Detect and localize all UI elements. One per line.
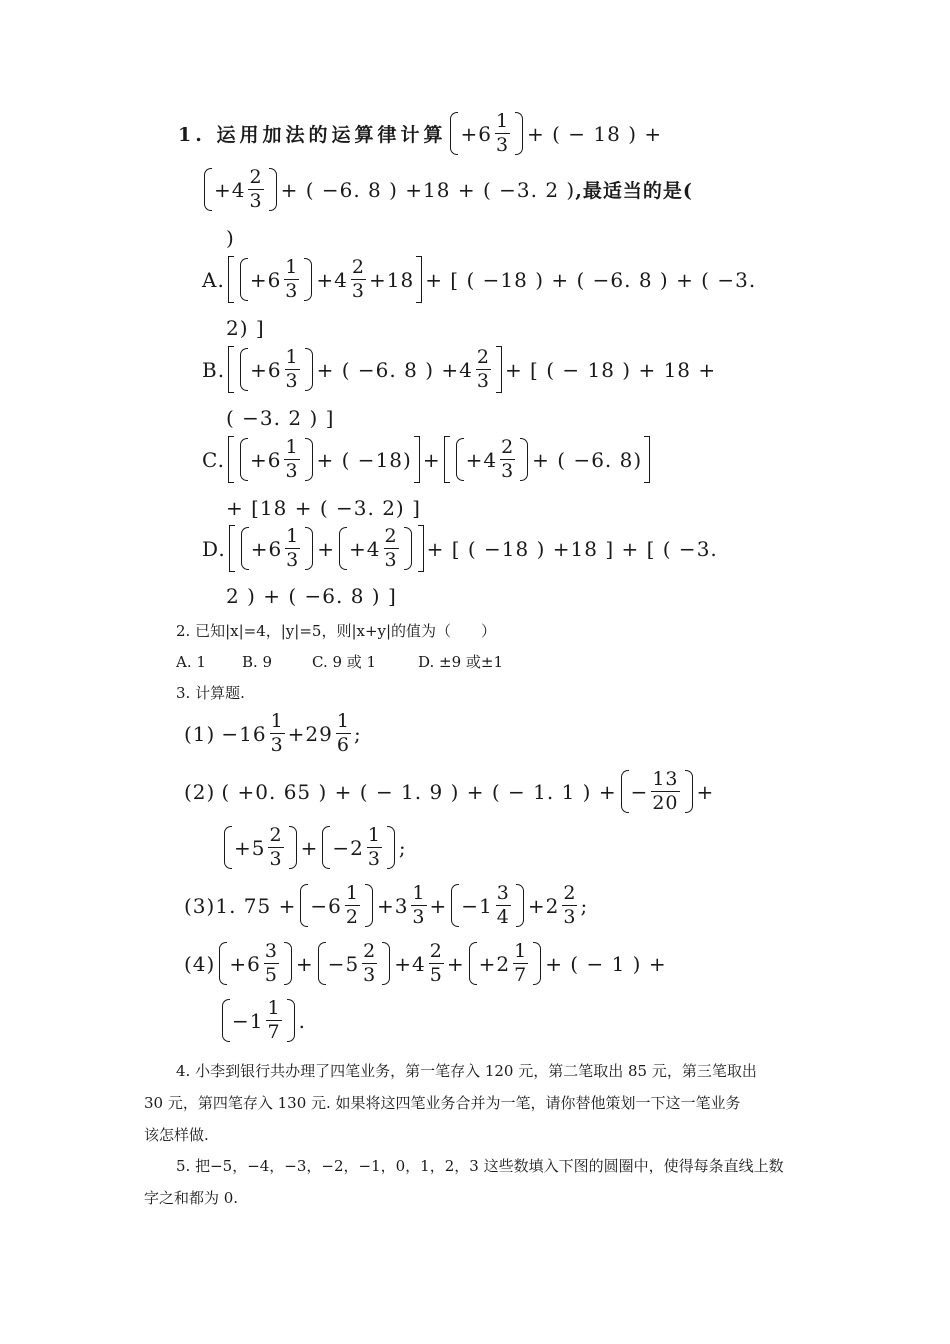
- q2-option-b: B. 9: [242, 652, 273, 671]
- q1-option-b-wrap: [226, 406, 334, 430]
- bracket-group: +4 $\frac{2}{3}$ + ( −6. 8): [444, 438, 651, 481]
- paren-group: +6 $\frac{3}{5}$: [219, 942, 292, 985]
- q4-line3: [144, 1124, 209, 1145]
- q2-text: 2. 已知|x|=4，|y|=5，则|x+y|的值为（ ）: [176, 622, 497, 640]
- q1-option-b: [202, 348, 716, 391]
- q2-question: [176, 620, 496, 641]
- q1-line2: [200, 168, 693, 211]
- q1-line1: [178, 112, 662, 155]
- paren-group: +6 $\frac{1}{3}$: [240, 348, 313, 391]
- paren-group: +5 $\frac{2}{3}$: [224, 826, 297, 869]
- option-c-wrap: + [18 + ( −3. 2) ]: [226, 496, 421, 520]
- q3-title-text: 3. 计算题.: [176, 684, 245, 702]
- option-d-tail: + [ ( −18 ) +18 ] + [ ( −3.: [426, 536, 718, 561]
- q3-p2-label: (2): [184, 779, 216, 804]
- q3-p1-label: (1): [184, 721, 216, 746]
- q4-line1: [176, 1060, 757, 1081]
- q1-intro: 1. 运用加法的运算律计算: [178, 124, 447, 146]
- paren-group: +4 $\frac{2}{3}$: [456, 438, 529, 481]
- q2-option-d: D. ±9 或±1: [418, 653, 504, 671]
- q2-options: [176, 651, 503, 672]
- paren-group: −2 $\frac{1}{3}$: [322, 826, 395, 869]
- option-a-label: A.: [202, 267, 225, 292]
- q4-text-2: 30 元，第四笔存入 130 元. 如果将这四笔业务合并为一笔，请你替他策划一下这一笔业务: [144, 1094, 741, 1112]
- q5-text-2: 字之和都为 0.: [144, 1189, 239, 1207]
- q1-option-a-wrap: [226, 316, 265, 340]
- option-b-tail: + [ ( − 18 ) + 18 +: [504, 357, 717, 382]
- paren-group: +4 $\frac{2}{3}$: [204, 168, 277, 211]
- q3-part2: (2) ( +0. 65 ) + ( − 1. 9 ) + ( − 1. 1 ) + − $\frac{13}{20}$ +: [184, 768, 715, 814]
- bracket-group: +6 $\frac{1}{3}$ + +4 $\frac{2}{3}$: [229, 527, 424, 570]
- q1-expr1-tail: + ( − 18 ) +: [527, 121, 663, 146]
- paren-group: +4 $\frac{2}{3}$: [339, 527, 412, 570]
- q3-p4-mid: + ( − 1 ) +: [545, 951, 667, 976]
- paren-group: −5 $\frac{2}{3}$: [318, 942, 391, 985]
- paren-group: +6 $\frac{1}{3}$: [450, 112, 523, 155]
- q2-option-c: C. 9 或 1: [312, 653, 377, 671]
- q3-p3-label: (3): [184, 893, 216, 918]
- q4-line2: [144, 1092, 741, 1113]
- q1-close: ): [226, 226, 235, 250]
- q1-option-c-wrap: [226, 496, 421, 520]
- q4-text-1: 4. 小李到银行共办理了四笔业务，第一笔存入 120 元，第二笔取出 85 元，第三笔取出: [176, 1062, 757, 1080]
- q5-line1: [176, 1155, 784, 1176]
- q3-part4-wrap: −1 $\frac{1}{7}$ .: [218, 999, 306, 1042]
- q5-line2: [144, 1187, 238, 1208]
- q5-text-1: 5. 把−5，−4，−3，−2，−1，0，1，2，3 这些数填入下图的圆圈中，使得每条直线上数: [176, 1157, 784, 1175]
- option-b-label: B.: [202, 357, 226, 382]
- paren-group: +6 $\frac{1}{3}$: [240, 258, 313, 301]
- paren-group: +2 $\frac{1}{7}$: [469, 942, 542, 985]
- q2-option-a: A. 1: [176, 652, 206, 671]
- q3-part2-wrap: +5 $\frac{2}{3}$ + −2 $\frac{1}{3}$ ;: [220, 826, 407, 869]
- option-b-wrap: ( −3. 2 ) ]: [226, 406, 335, 430]
- q1-option-d: [202, 527, 718, 570]
- option-a-tail: + [ ( −18 ) + ( −6. 8 ) + ( −3.: [425, 267, 757, 292]
- option-d-wrap: 2 ) + ( −6. 8 ) ]: [226, 584, 397, 608]
- bracket-group: +6 $\frac{1}{3}$ + ( −18): [228, 438, 420, 481]
- q3-part1: (1) −16 $\frac{1}{3}$ +29 $\frac{1}{6}$ ;: [184, 710, 362, 756]
- q1-option-c: C. +6 $\frac{1}{3}$ + ( −18) + +4 $\frac{2}{3}$ + ( −6. 8): [202, 438, 653, 481]
- paren-group: +6 $\frac{1}{3}$: [240, 438, 313, 481]
- bracket-group: +6 $\frac{1}{3}$ +4 $\frac{2}{3}$ +18: [228, 258, 422, 301]
- option-c-label: C.: [202, 447, 225, 472]
- bracket-group: +6 $\frac{1}{3}$ + ( −6. 8 ) +4 $\frac{2}{3}$: [228, 348, 502, 391]
- paren-group: − $\frac{13}{20}$: [621, 770, 693, 813]
- option-d-label: D.: [202, 536, 226, 561]
- q3-p4-label: (4): [184, 951, 216, 976]
- option-a-wrap: 2) ]: [226, 316, 265, 340]
- q3-part4: (4) +6 $\frac{3}{5}$ + −5 $\frac{2}{3}$ +4 $\frac{2}{5}$ + +2 $\frac{1}{7}$ + ( − 1 ) +: [184, 940, 667, 986]
- q1-option-d-wrap: [226, 584, 397, 608]
- q1-prompt: ,最适当的是(: [575, 180, 693, 202]
- q3-title: [176, 682, 245, 703]
- q1-line3: [226, 226, 235, 250]
- paren-group: −1 $\frac{1}{7}$: [222, 999, 295, 1042]
- paren-group: −6 $\frac{1}{2}$: [300, 884, 373, 927]
- paren-group: −1 $\frac{3}{4}$: [451, 884, 524, 927]
- q3-p2-head: ( +0. 65 ) + ( − 1. 9 ) + ( − 1. 1 ) +: [221, 779, 617, 804]
- q3-part3: (3) 1. 75 + −6 $\frac{1}{2}$ +3 $\frac{1}{3}$ + −1 $\frac{3}{4}$ +2 $\frac{2}{3}$ ;: [184, 882, 589, 928]
- q1-option-a: [202, 258, 756, 301]
- q4-text-3: 该怎样做.: [144, 1126, 209, 1144]
- q1-expr2-tail: + ( −6. 8 ) +18 + ( −3. 2 ): [280, 177, 576, 202]
- paren-group: +6 $\frac{1}{3}$: [241, 527, 314, 570]
